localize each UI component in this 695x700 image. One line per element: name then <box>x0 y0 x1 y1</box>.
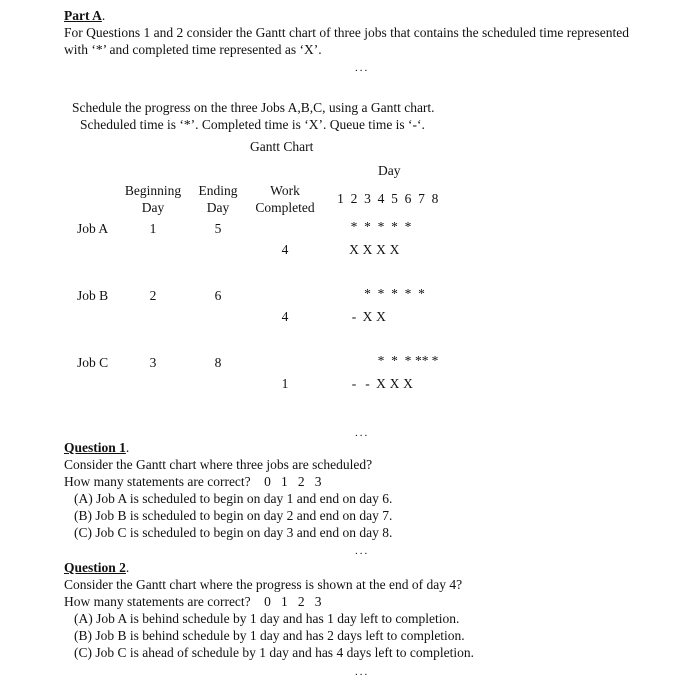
ellipsis: ... <box>355 427 370 439</box>
job-b-progress-mark: X <box>362 309 373 324</box>
job-a-progress-mark: X <box>389 242 400 257</box>
day-number-8: 8 <box>431 191 439 206</box>
question2-option-b: (B) Job B is behind schedule by 1 day and has 2 days left to completion. <box>74 628 465 643</box>
day-number-1: 1 <box>337 191 344 206</box>
job-b-scheduled-mark: * <box>391 286 398 301</box>
job-b-work-completed: 4 <box>281 309 289 324</box>
job-c-work-completed: 1 <box>281 376 289 391</box>
part-a-heading-period: . <box>101 8 106 23</box>
question1-heading-line <box>64 440 129 456</box>
question1-line1: Consider the Gantt chart where three jobs are scheduled? <box>64 457 373 472</box>
job-c-progress-mark: - <box>351 376 357 391</box>
ellipsis: ... <box>355 545 370 557</box>
gantt-title: Gantt Chart <box>250 139 314 154</box>
job-b-scheduled-mark: * <box>404 286 412 301</box>
gantt-instruction-line2: Scheduled time is ‘*’. Completed time is ‘X’. Queue time is ‘-‘. <box>80 117 425 132</box>
day-number-4: 4 <box>377 191 385 206</box>
question1-heading-period: . <box>125 440 130 455</box>
job-c-end-day: 8 <box>214 355 222 370</box>
job-c-progress-mark: X <box>403 376 413 391</box>
job-c-scheduled-mark: ** <box>415 353 429 368</box>
job-b-progress-mark: - <box>351 309 357 324</box>
col-work-line2: Completed <box>255 200 315 215</box>
job-a-progress-mark: X <box>376 242 386 257</box>
day-number-7: 7 <box>418 191 425 206</box>
job-c-label: Job C <box>77 355 109 370</box>
job-a-progress-mark: X <box>349 242 359 257</box>
job-b-scheduled-mark: * <box>377 286 385 301</box>
part-a-heading: Part A <box>64 8 102 23</box>
ellipsis: ... <box>355 62 370 74</box>
part-a-heading-line <box>64 8 105 24</box>
question2-option-a: (A) Job A is behind schedule by 1 day and has 1 day left to completion. <box>74 611 460 626</box>
col-begin-line1: Beginning <box>124 183 182 198</box>
day-number-5: 5 <box>391 191 398 206</box>
question2-heading: Question 2 <box>64 560 126 575</box>
question2-option-c: (C) Job C is ahead of schedule by 1 day and has 4 days left to completion. <box>74 645 475 660</box>
job-c-scheduled-mark: * <box>377 353 385 368</box>
job-a-work-completed: 4 <box>281 242 289 257</box>
question2-line1: Consider the Gantt chart where the progress is shown at the end of day 4? <box>64 577 463 592</box>
question1-option-c: (C) Job C is scheduled to begin on day 3 and end on day 8. <box>74 525 393 540</box>
col-begin-line2: Day <box>141 200 165 215</box>
day-number-6: 6 <box>404 191 412 206</box>
part-a-intro-line2: with ‘*’ and completed time represented as ‘X’. <box>64 42 322 57</box>
job-c-scheduled-mark: * <box>404 353 412 368</box>
job-a-scheduled-mark: * <box>350 219 358 234</box>
job-c-progress-mark: - <box>365 376 370 391</box>
gantt-instruction-line1: Schedule the progress on the three Jobs A,B,C, using a Gantt chart. <box>72 100 435 115</box>
question1-option-a: (A) Job A is scheduled to begin on day 1 and end on day 6. <box>74 491 393 506</box>
job-a-label: Job A <box>77 221 109 236</box>
job-b-scheduled-mark: * <box>418 286 425 301</box>
job-c-scheduled-mark: * <box>391 353 398 368</box>
day-number-2: 2 <box>350 191 358 206</box>
job-b-end-day: 6 <box>214 288 222 303</box>
job-a-scheduled-mark: * <box>377 219 385 234</box>
question1-option-b: (B) Job B is scheduled to begin on day 2 and end on day 7. <box>74 508 393 523</box>
job-a-begin-day: 1 <box>149 221 157 236</box>
col-work-line1: Work <box>270 183 300 198</box>
day-header: Day <box>378 163 401 178</box>
question2-heading-period: . <box>125 560 130 575</box>
job-b-begin-day: 2 <box>149 288 157 303</box>
question1-heading: Question 1 <box>64 440 126 455</box>
job-b-label: Job B <box>77 288 109 303</box>
ellipsis: ... <box>355 666 370 678</box>
job-a-progress-mark: X <box>362 242 373 257</box>
question2-line2: How many statements are correct? 0 1 2 3 <box>64 594 322 609</box>
day-number-3: 3 <box>364 191 371 206</box>
job-b-scheduled-mark: * <box>364 286 371 301</box>
job-c-scheduled-mark: * <box>431 353 439 368</box>
job-c-begin-day: 3 <box>149 355 157 370</box>
question2-heading-line <box>64 560 129 576</box>
col-end-line1: Ending <box>198 183 238 198</box>
job-a-end-day: 5 <box>214 221 222 236</box>
job-b-progress-mark: X <box>376 309 386 324</box>
job-a-scheduled-mark: * <box>404 219 412 234</box>
job-a-scheduled-mark: * <box>364 219 371 234</box>
job-a-scheduled-mark: * <box>391 219 398 234</box>
col-end-line2: Day <box>206 200 230 215</box>
question1-line2: How many statements are correct? 0 1 2 3 <box>64 474 322 489</box>
part-a-intro-line1: For Questions 1 and 2 consider the Gantt chart of three jobs that contains the scheduled time represented <box>64 25 629 40</box>
job-c-progress-mark: X <box>389 376 400 391</box>
job-c-progress-mark: X <box>376 376 386 391</box>
